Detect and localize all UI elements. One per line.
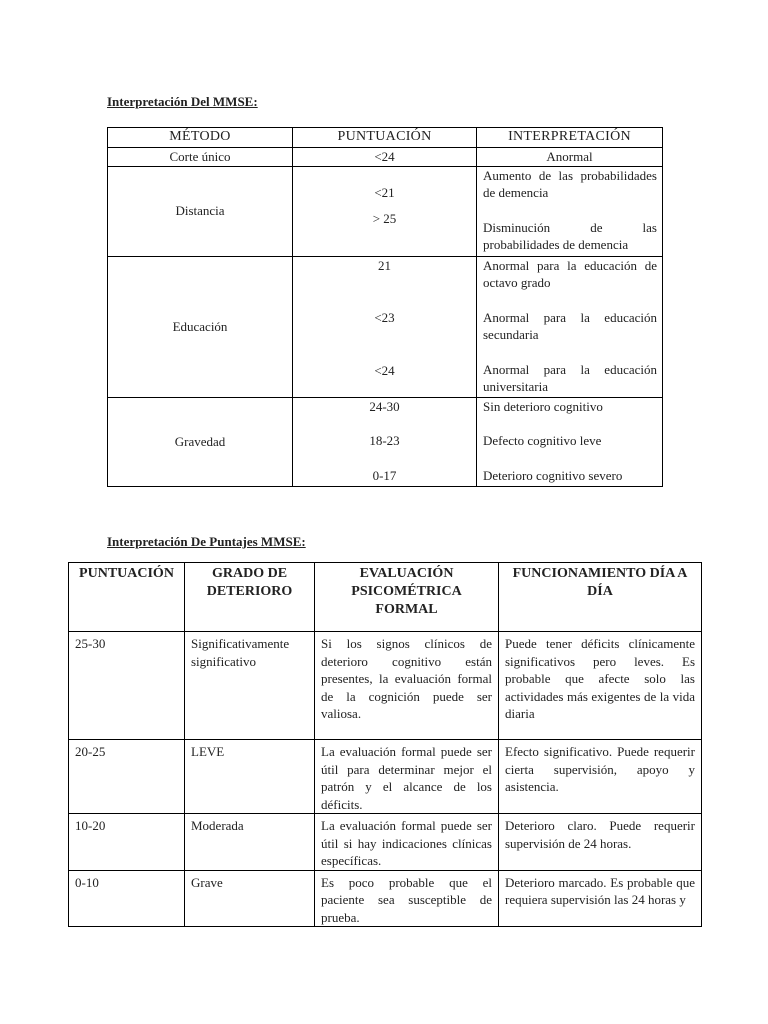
interpretation-text: Anormal para la educación secundaria bbox=[483, 309, 657, 342]
functioning-cell: Deterioro marcado. Es probable que requiera supervisión las 24 horas y bbox=[499, 870, 702, 927]
score-cell: 0-10 bbox=[69, 870, 185, 927]
table-row bbox=[69, 870, 702, 927]
interpretation-cell bbox=[477, 397, 663, 486]
interpretation-text: Disminución de las probabilidades de demencia bbox=[483, 219, 657, 252]
evaluation-cell: La evaluación formal puede ser útil para determinar mejor el patrón y el alcance de los déficits. bbox=[315, 740, 499, 814]
functioning-cell: Efecto significativo. Puede requerir cierta supervisión, apoyo y asistencia. bbox=[499, 740, 702, 814]
score-cell: 10-20 bbox=[69, 814, 185, 871]
score-cell: 20-25 bbox=[69, 740, 185, 814]
score-cell: 25-30 bbox=[69, 632, 185, 740]
interpretation-cell: Anormal bbox=[477, 148, 663, 167]
grade-cell: LEVE bbox=[185, 740, 315, 814]
table-row bbox=[108, 148, 663, 167]
column-header-score: PUNTUACIÓN bbox=[69, 563, 185, 632]
interpretation-text: Aumento de las probabilidades de demencia bbox=[483, 167, 657, 200]
table-header-row bbox=[108, 128, 663, 148]
evaluation-cell: Es poco probable que el paciente sea susceptible de prueba. bbox=[315, 870, 499, 927]
score-cell bbox=[293, 256, 477, 397]
score-value: <21 bbox=[374, 184, 395, 200]
table-row bbox=[69, 814, 702, 871]
evaluation-cell: Si los signos clínicos de deterioro cognitivo están presentes, la evaluación formal de la cognición puede ser valiosa. bbox=[315, 632, 499, 740]
column-header-evaluation: EVALUACIÓN PSICOMÉTRICA FORMAL bbox=[315, 563, 499, 632]
column-header-functioning: FUNCIONAMIENTO DÍA A DÍA bbox=[499, 563, 702, 632]
score-value: 0-17 bbox=[372, 467, 397, 483]
method-cell: Distancia bbox=[108, 166, 293, 256]
functioning-cell: Puede tener déficits clínicamente significativos pero leves. Es probable que afecte solo las actividades más exigentes de la vida diaria bbox=[499, 632, 702, 740]
interpretation-text: Deterioro cognitivo severo bbox=[483, 467, 623, 483]
column-header-grade: GRADO DE DETERIORO bbox=[185, 563, 315, 632]
column-header-method: MÉTODO bbox=[108, 128, 293, 148]
score-cell bbox=[293, 166, 477, 256]
score-value: 21 bbox=[378, 257, 391, 273]
interpretation-cell bbox=[477, 166, 663, 256]
table-row bbox=[69, 632, 702, 740]
section1-title: Interpretación Del MMSE: bbox=[107, 94, 258, 109]
score-cell: <24 bbox=[293, 148, 477, 167]
interpretation-text: Anormal para la educación de octavo grado bbox=[483, 257, 657, 290]
mmse-scores-table bbox=[68, 562, 702, 927]
evaluation-cell: La evaluación formal puede ser útil si hay indicaciones clínicas específicas. bbox=[315, 814, 499, 871]
method-cell: Corte único bbox=[108, 148, 293, 167]
column-header-score: PUNTUACIÓN bbox=[293, 128, 477, 148]
interpretation-text: Sin deterioro cognitivo bbox=[483, 398, 603, 414]
table-row bbox=[69, 740, 702, 814]
table-row bbox=[108, 397, 663, 486]
score-value: <24 bbox=[374, 362, 395, 378]
score-value: > 25 bbox=[372, 211, 397, 226]
method-cell: Gravedad bbox=[108, 397, 293, 486]
functioning-cell: Deterioro claro. Puede requerir supervisión de 24 horas. bbox=[499, 814, 702, 871]
interpretation-text: Defecto cognitivo leve bbox=[483, 433, 602, 448]
score-value: 24-30 bbox=[369, 398, 400, 414]
section2-title: Interpretación De Puntajes MMSE: bbox=[107, 534, 306, 549]
interpretation-text: Anormal para la educación universitaria bbox=[483, 361, 657, 394]
table-row bbox=[108, 256, 663, 397]
score-value: 18-23 bbox=[369, 433, 400, 448]
grade-cell: Significativamente significativo bbox=[185, 632, 315, 740]
mmse-interpretation-table bbox=[107, 127, 663, 487]
score-cell bbox=[293, 397, 477, 486]
score-value: <23 bbox=[374, 310, 395, 325]
grade-cell: Moderada bbox=[185, 814, 315, 871]
column-header-interpretation: INTERPRETACIÓN bbox=[477, 128, 663, 148]
table-header-row bbox=[69, 563, 702, 632]
interpretation-cell bbox=[477, 256, 663, 397]
grade-cell: Grave bbox=[185, 870, 315, 927]
method-cell: Educación bbox=[108, 256, 293, 397]
table-row bbox=[108, 166, 663, 256]
